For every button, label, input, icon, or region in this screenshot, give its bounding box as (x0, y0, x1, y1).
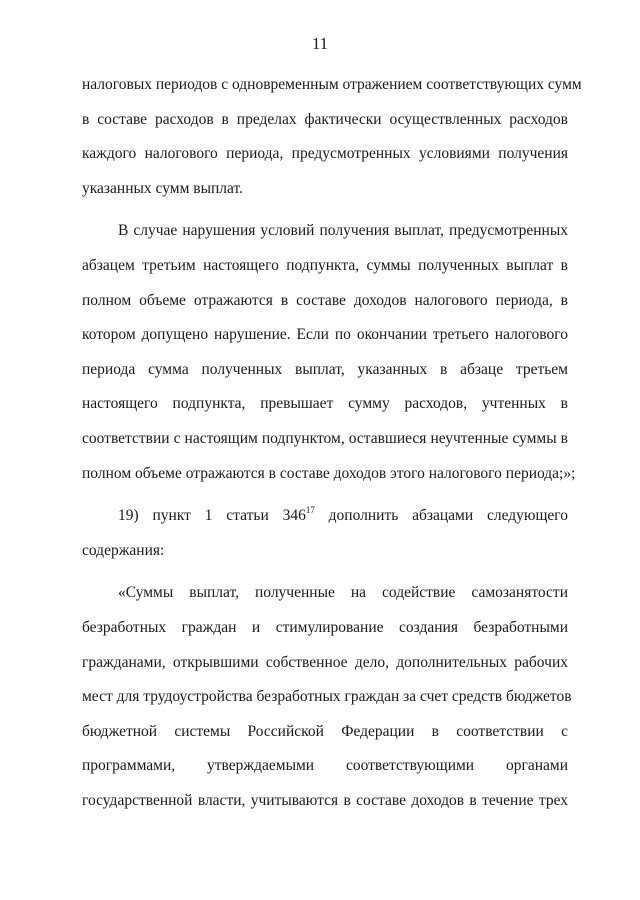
document-body (82, 68, 582, 818)
text-line (82, 499, 568, 534)
text-line: безработных граждан и стимулирование создания безработными (82, 618, 568, 636)
page-number: 11 (311, 34, 329, 53)
text-line: содержания: (82, 541, 165, 559)
article-superscript: 17 (305, 505, 315, 516)
text-line: мест для трудоустройства безработных граждан за счет средств бюджетов (82, 688, 572, 706)
text-line: каждого налогового периода, предусмотренных условиями получения (82, 145, 568, 163)
text-line: полном объеме отражаются в составе доходов этого налогового периода;»; (82, 464, 576, 482)
text-line: котором допущено нарушение. Если по окончании третьего налогового (82, 326, 568, 344)
text-line: программами, утверждаемыми соответствующими органами (82, 757, 568, 775)
text-line: налоговых периодов с одновременным отражением соответствующих сумм (82, 76, 582, 93)
text-line: соответствии с настоящим подпунктом, оставшиеся неучтенные суммы в (82, 429, 568, 447)
text-line: В случае нарушения условий получения выплат, предусмотренных (118, 222, 568, 240)
text-line: в составе расходов в пределах фактически осуществленных расходов (82, 110, 568, 128)
text-line: бюджетной системы Российской Федерации в соответствии с (82, 722, 568, 740)
item-19-text-rest: дополнить абзацами следующего (314, 507, 569, 525)
item-19-text: 19) пункт 1 статьи 346 (118, 507, 306, 525)
text-line: указанных сумм выплат. (82, 179, 243, 197)
paragraph-1 (82, 68, 582, 206)
paragraph-3 (82, 499, 568, 568)
paragraph-2 (82, 214, 576, 491)
text-line: «Суммы выплат, полученные на содействие самозанятости (118, 584, 568, 602)
text-line: государственной власти, учитываются в составе доходов в течение трех (82, 791, 568, 809)
text-line: полном объеме отражаются в составе доходов налогового периода, в (82, 291, 568, 309)
text-line: периода сумма полученных выплат, указанных в абзаце третьем (82, 360, 568, 378)
paragraph-4 (82, 576, 572, 818)
text-line: абзацем третьим настоящего подпункта, суммы полученных выплат в (82, 256, 568, 274)
text-line: настоящего подпункта, превышает сумму расходов, учтенных в (82, 395, 568, 413)
text-line: гражданами, открывшими собственное дело, дополнительных рабочих (82, 653, 568, 671)
